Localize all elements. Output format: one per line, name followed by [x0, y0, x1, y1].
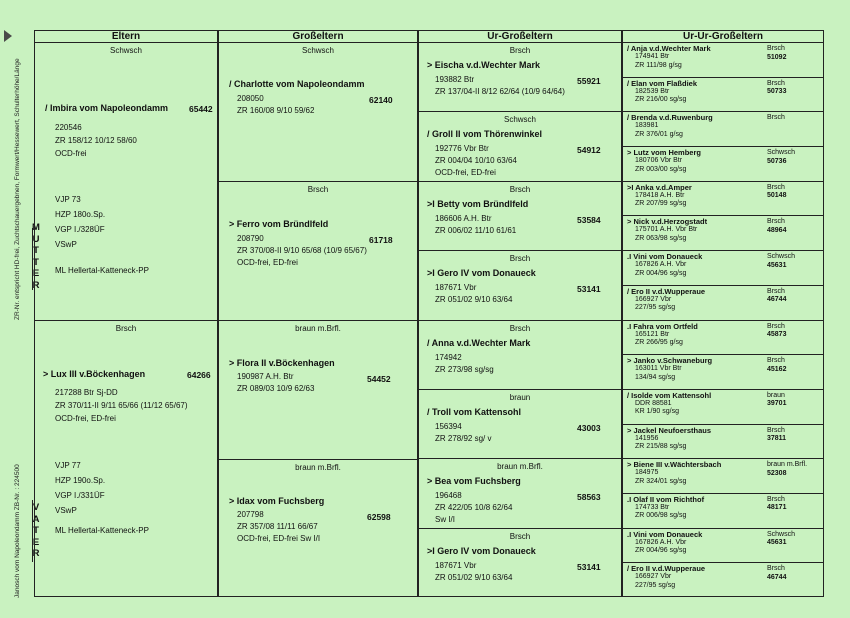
dog-name: >I Anka v.d.Amper — [627, 182, 692, 192]
ururgrosseltern-cell — [623, 251, 823, 286]
grosseltern-cell-1 — [219, 43, 417, 182]
detail-line: ZR 004/04 10/10 63/64 — [435, 156, 517, 166]
dog-name: > Nick v.d.Herzogstadt — [627, 217, 708, 227]
ururgrosseltern-cell — [623, 78, 823, 113]
dog-number: 46744 — [767, 573, 787, 581]
detail-line: 156394 — [435, 421, 462, 431]
detail-line: ZR 207/99 sg/sg — [635, 200, 687, 208]
dog-name: > Lux III v.Böckenhagen — [43, 369, 146, 379]
color-label: Brsch — [767, 79, 785, 87]
detail-line: 190987 A.H. Btr — [237, 372, 294, 381]
detail-line: VGP I./328ÜF — [55, 225, 105, 234]
ururgrosseltern-cell — [623, 563, 823, 598]
ururgrosseltern-cell — [623, 182, 823, 217]
color-label: Brsch — [767, 183, 785, 191]
dog-number: 53141 — [577, 561, 601, 572]
dog-name: / Elan vom Flaßdiek — [627, 78, 698, 88]
color-label: braun — [767, 391, 785, 399]
dog-number: 54452 — [367, 374, 391, 384]
dog-name: > Biene III v.Wächtersbach — [627, 460, 722, 470]
dog-name: / Isolde vom Kattensohl — [627, 390, 712, 400]
dog-number: 65442 — [189, 104, 213, 114]
ururgrosseltern-header: Ur-Ur-Großeltern — [623, 31, 823, 43]
color-number-block — [767, 461, 807, 478]
ururgrosseltern-cell — [623, 216, 823, 251]
detail-line: ZR 357/08 11/11 66/67 — [237, 522, 318, 531]
dog-number: 53141 — [577, 284, 601, 295]
color-label: Schwsch — [767, 530, 796, 538]
detail-line: ZR 063/98 sg/sg — [635, 234, 687, 242]
grosseltern-cell-2 — [219, 182, 417, 321]
detail-line: KR 1/90 sg/sg — [635, 408, 679, 416]
detail-line: 166927 Vbr — [635, 295, 672, 303]
detail-line: 180706 Vbr Btr — [635, 157, 683, 165]
detail-line: 207798 — [237, 510, 264, 519]
detail-line: ML Hellertal-Katteneck-PP — [55, 266, 149, 275]
dog-name: / Anja v.d.Wechter Mark — [627, 44, 711, 53]
color-number-block — [767, 45, 786, 62]
dog-name: / Groll II vom Thörenwinkel — [427, 129, 543, 140]
urgrosseltern-cell — [419, 390, 621, 459]
detail-line: 208790 — [237, 234, 264, 243]
dog-name: / Ero II v.d.Wupperaue — [627, 564, 706, 574]
detail-line: 167826 A.H. Vbr — [635, 538, 687, 546]
pedigree-table — [34, 30, 824, 597]
color-number-block — [767, 288, 786, 305]
detail-line: OCD-frei, ED-frei Sw I/I — [237, 534, 321, 543]
urgrosseltern-cell — [419, 459, 621, 528]
side-note-top: ZR-Nr. entspricht HD-frei, Zuchtschauergebnen, Formwert/Hessewert, Schulterhöhe/Länge — [14, 58, 21, 320]
ururgrosseltern-cell — [623, 286, 823, 321]
urgrosseltern-header: Ur-Großeltern — [419, 31, 621, 43]
dog-name: >I Gero IV vom Donaueck — [427, 268, 536, 279]
detail-line: 193882 Btr — [435, 75, 475, 84]
dog-name: > Jackel Neufoersthaus — [627, 425, 711, 435]
color-number-block — [767, 80, 786, 97]
detail-line: 186606 A.H. Btr — [435, 213, 492, 223]
color-label: Brsch — [767, 114, 785, 122]
grosseltern-header: Großeltern — [219, 31, 417, 43]
dog-name: > Janko v.Schwaneburg — [627, 356, 713, 366]
dog-number: 48964 — [767, 226, 787, 234]
vater-label: V A T E R — [32, 502, 40, 560]
detail-line: 187671 Vbr — [435, 283, 477, 293]
color-label: Brsch — [115, 324, 137, 333]
dog-number: 52308 — [767, 469, 787, 477]
detail-line: ZR 273/98 sg/sg — [435, 364, 494, 374]
dog-number: 51092 — [767, 53, 787, 61]
dog-number: 54912 — [577, 145, 601, 156]
dog-name: .I Fahra vom Ortfeld — [627, 321, 698, 331]
color-number-block — [767, 218, 786, 235]
color-number-block — [767, 496, 786, 513]
ururgrosseltern-cell — [623, 529, 823, 564]
dog-name: > Ferro vom Bründlfeld — [229, 219, 329, 229]
color-label: Brsch — [307, 185, 329, 194]
dog-name: / Charlotte vom Napoleondamm — [229, 79, 365, 89]
eltern-mutter — [35, 43, 217, 321]
dog-name: > Bea vom Fuchsberg — [427, 476, 521, 487]
side-note-bottom: Janosch vom Napoleondamm ZB-Nr. : 224500 — [14, 464, 21, 598]
color-label: Brsch — [509, 46, 531, 55]
detail-line: ZR 278/92 sg/ v — [435, 433, 492, 443]
detail-line: 166927 Vbr — [635, 573, 672, 581]
dog-number: 48171 — [767, 504, 787, 512]
color-label: Brsch — [767, 322, 785, 330]
dog-number: 62140 — [369, 95, 393, 105]
color-label: Brsch — [509, 323, 531, 333]
dog-name: / Imbira vom Napoleondamm — [45, 103, 169, 113]
urgrosseltern-column — [418, 30, 622, 597]
color-number-block — [767, 114, 785, 123]
dog-name: / Ero II v.d.Wupperaue — [627, 286, 706, 296]
dog-number: 39701 — [767, 400, 787, 408]
dog-number: 58563 — [577, 492, 601, 503]
detail-line: ZR 051/02 9/10 63/64 — [435, 572, 513, 582]
ururgrosseltern-cell — [623, 494, 823, 529]
detail-line: 220546 — [55, 123, 82, 132]
detail-line: OCD-frei, ED-frei — [55, 414, 116, 423]
color-label: Schwsch — [301, 46, 334, 55]
dog-number: 46744 — [767, 296, 787, 304]
color-label: Brsch — [509, 254, 531, 264]
detail-line: HZP 180o.Sp. — [55, 210, 106, 219]
detail-line: VGP I./331ÜF — [55, 491, 105, 500]
color-number-block — [767, 184, 786, 201]
color-number-block — [767, 357, 786, 374]
color-label: Brsch — [767, 287, 785, 295]
detail-line: ZR 004/96 sg/sg — [635, 547, 687, 555]
ururgrosseltern-cell — [623, 355, 823, 390]
color-number-block — [767, 253, 795, 270]
dog-name: > Idax vom Fuchsberg — [229, 496, 325, 506]
ururgrosseltern-cell — [623, 321, 823, 356]
dog-number: 50736 — [767, 157, 787, 165]
eltern-column — [34, 30, 218, 597]
detail-line: ZR 004/96 sg/sg — [635, 269, 687, 277]
color-number-block — [767, 565, 786, 582]
detail-line: ZR 137/04-II 8/12 62/64 (10/9 64/64) — [435, 87, 565, 96]
detail-line: 184975 — [635, 469, 659, 477]
dog-name: > Eischa v.d.Wechter Mark — [427, 60, 540, 70]
color-number-block — [767, 149, 795, 166]
detail-line: ZR 160/08 9/10 59/62 — [237, 106, 315, 115]
detail-line: ZR 370/08-II 9/10 65/68 (10/9 65/67) — [237, 246, 367, 255]
detail-line: VJP 77 — [55, 461, 81, 470]
color-label: Schwsch — [767, 253, 796, 261]
urgrosseltern-cell — [419, 182, 621, 251]
color-label: Brsch — [767, 426, 785, 434]
dog-number: 50733 — [767, 88, 787, 96]
detail-line: 217288 Btr Sj-DD — [55, 388, 118, 397]
dog-name: .I Vini vom Donaueck — [627, 529, 703, 539]
detail-line: ZR 422/05 10/8 62/64 — [435, 503, 513, 513]
color-label: braun m.Brfl. — [295, 463, 341, 472]
detail-line: 227/95 sg/sg — [635, 581, 676, 589]
detail-line: ZR 089/03 10/9 62/63 — [237, 384, 315, 393]
detail-line: OCD-frei — [55, 149, 87, 158]
dog-name: > Flora II v.Böckenhagen — [229, 358, 335, 368]
detail-line: OCD-frei, ED-frei — [237, 258, 298, 267]
urgrosseltern-cell — [419, 251, 621, 320]
ururgrosseltern-cell — [623, 390, 823, 425]
eltern-vater — [35, 321, 217, 598]
urgrosseltern-cell — [419, 43, 621, 112]
dog-name: >I Betty vom Bründlfeld — [427, 198, 529, 209]
detail-line: 165121 Btr — [635, 330, 670, 338]
ururgrosseltern-cell — [623, 43, 823, 78]
detail-line: ZR 324/01 sg/sg — [635, 477, 687, 485]
ururgrosseltern-cell — [623, 425, 823, 460]
detail-line: 141956 — [635, 434, 659, 442]
detail-line: ZR 111/98 g/sg — [635, 61, 682, 69]
dog-number: 61718 — [369, 235, 393, 245]
ururgrosseltern-cell — [623, 147, 823, 182]
corner-triangle-icon — [4, 30, 12, 42]
color-label: Brsch — [509, 531, 531, 541]
detail-line: 174941 Btr — [635, 53, 670, 60]
detail-line: 192776 Vbr Btr — [435, 144, 489, 154]
dog-number: 50148 — [767, 192, 787, 200]
detail-line: VSwP — [55, 506, 77, 515]
detail-line: 174942 — [435, 352, 462, 362]
detail-line: ZR 215/88 sg/sg — [635, 443, 687, 451]
color-label: Schwsch — [767, 149, 796, 157]
dog-number: 45631 — [767, 539, 787, 547]
urgrosseltern-cell — [419, 321, 621, 390]
color-number-block — [767, 427, 786, 444]
detail-line: ZR 006/02 11/10 61/61 — [435, 225, 517, 235]
color-label: Brsch — [767, 45, 785, 52]
mutter-label: M U T T E R — [32, 222, 40, 291]
detail-line: ML Hellertal-Katteneck-PP — [55, 526, 149, 535]
dog-number: 53584 — [577, 214, 601, 225]
dog-number: 37811 — [767, 435, 787, 443]
color-label: Brsch — [767, 495, 785, 503]
color-label: Schwsch — [503, 115, 536, 125]
dog-name: .I Olaf II vom Richthof — [627, 494, 705, 504]
detail-line: 183981 — [635, 122, 659, 130]
detail-line: 182539 Btr — [635, 87, 670, 95]
dog-number: 45631 — [767, 261, 787, 269]
detail-line: Sw I/I — [435, 515, 456, 525]
detail-line: ZR 051/02 9/10 63/64 — [435, 295, 513, 305]
detail-line: 187671 Vbr — [435, 560, 477, 570]
dog-name: > Lutz vom Hemberg — [627, 148, 701, 158]
color-label: braun m.Brfl. — [497, 462, 543, 472]
color-label: braun — [509, 392, 531, 402]
dog-name: .I Vini vom Donaueck — [627, 252, 703, 262]
color-label: Brsch — [767, 218, 785, 226]
detail-line: DDR 88581 — [635, 399, 672, 407]
detail-line: ZR 003/00 sg/sg — [635, 165, 687, 173]
dog-number: 45162 — [767, 365, 787, 373]
color-label: Schwsch — [109, 46, 142, 55]
detail-line: 227/95 sg/sg — [635, 304, 676, 312]
grosseltern-cell-3 — [219, 321, 417, 460]
dog-number: 62598 — [367, 512, 391, 522]
eltern-header: Eltern — [35, 31, 217, 43]
urgrosseltern-cell — [419, 112, 621, 181]
dog-name: / Anna v.d.Wechter Mark — [427, 337, 531, 348]
detail-line: ZR 158/12 10/12 58/60 — [55, 136, 137, 145]
detail-line: HZP 190o.Sp. — [55, 476, 106, 485]
color-number-block — [767, 392, 786, 409]
ururgrosseltern-cell — [623, 459, 823, 494]
detail-line: 196468 — [435, 491, 462, 501]
dog-name: >I Gero IV vom Donaueck — [427, 545, 536, 556]
color-number-block — [767, 323, 786, 340]
color-label: braun m.Brfl. — [295, 324, 341, 333]
detail-line: 167826 A.H. Vbr — [635, 261, 687, 269]
detail-line: 174733 Btr — [635, 503, 670, 511]
detail-line: VSwP — [55, 240, 77, 249]
color-number-block — [767, 531, 795, 548]
detail-line: OCD-frei, ED-frei — [435, 168, 496, 178]
detail-line: 134/94 sg/sg — [635, 373, 676, 381]
detail-line: ZR 006/98 sg/sg — [635, 512, 687, 520]
detail-line: 178418 A.H. Btr — [635, 191, 685, 199]
ururgrosseltern-column — [622, 30, 824, 597]
detail-line: 175701 A.H. Vbr Btr — [635, 226, 698, 234]
detail-line: ZR 376/01 g/sg — [635, 130, 683, 138]
detail-line: ZR 216/00 sg/sg — [635, 96, 687, 104]
grosseltern-cell-4 — [219, 460, 417, 598]
ururgrosseltern-cell — [623, 112, 823, 147]
color-label: Brsch — [767, 565, 785, 573]
dog-number: 45873 — [767, 331, 787, 338]
color-label: Brsch — [767, 357, 785, 365]
dog-number: 43003 — [577, 422, 601, 433]
dog-number: 55921 — [577, 76, 601, 86]
detail-line: ZR 266/95 g/sg — [635, 339, 683, 346]
detail-line: 208050 — [237, 94, 264, 103]
color-label: braun m.Brfl. — [767, 461, 808, 469]
dog-number: 64266 — [187, 370, 211, 380]
grosseltern-column — [218, 30, 418, 597]
dog-name: / Troll vom Kattensohl — [427, 406, 522, 417]
urgrosseltern-cell — [419, 529, 621, 598]
detail-line: VJP 73 — [55, 195, 81, 204]
dog-name: / Brenda v.d.Ruwenburg — [627, 113, 713, 123]
color-label: Brsch — [509, 184, 531, 194]
detail-line: ZR 370/11-II 9/11 65/66 (11/12 65/67) — [55, 401, 188, 410]
detail-line: 163011 Vbr Btr — [635, 365, 682, 373]
